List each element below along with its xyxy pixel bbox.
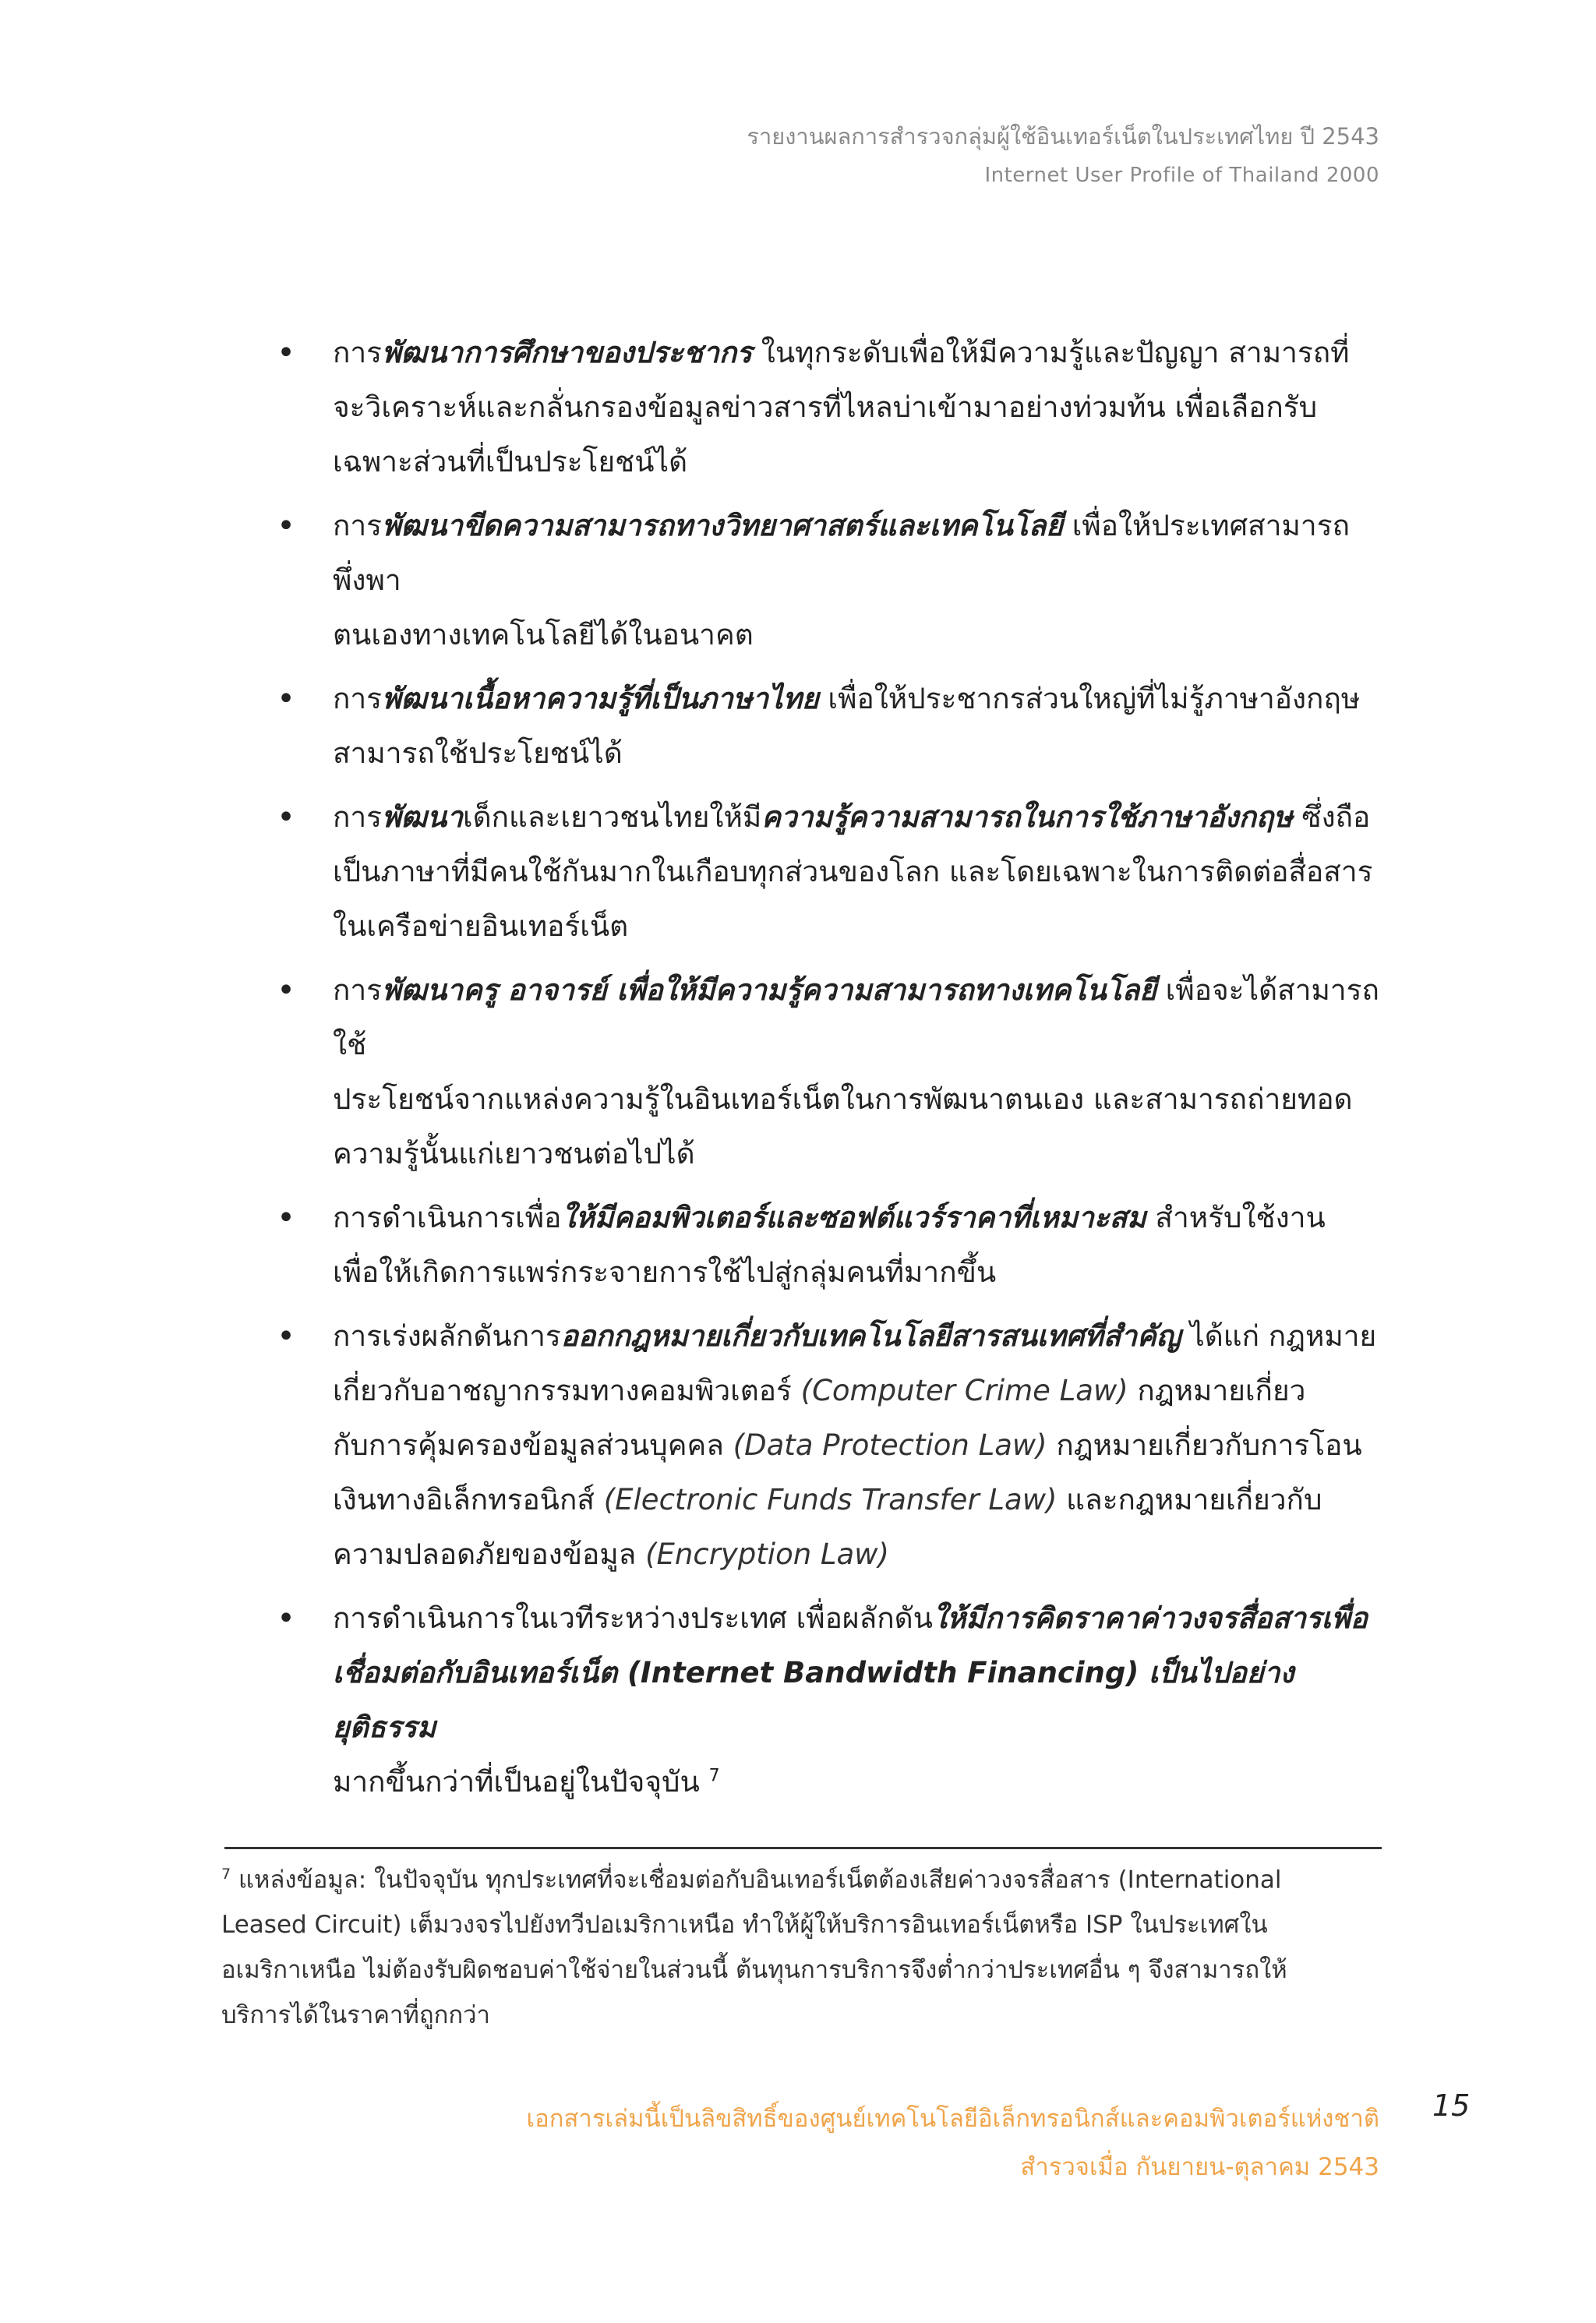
bullet-line (333, 963, 1393, 1072)
footer-copyright: เอกสารเล่มนี้เป็นลิขสิทธิ์ของศูนย์เทคโนโลยีอิเล็กทรอนิกส์และคอมพิวเตอร์แห่งชาติ (526, 2105, 1379, 2133)
footnote-divider (224, 1847, 1382, 1849)
body-text: การ (333, 800, 383, 834)
bullet-line (333, 672, 1393, 726)
bullet-line (333, 1473, 1393, 1527)
english-term: (Electronic Funds Transfer Law) (603, 1483, 1058, 1516)
bullet-line (333, 790, 1393, 845)
body-text: สามารถใช้ประโยชน์ได้ (333, 736, 623, 770)
emphasis-text: ความรู้ความสามารถในการใช้ภาษาอังกฤษ (761, 800, 1293, 834)
bullet-line (333, 1127, 1393, 1181)
bullet-item (274, 790, 1393, 954)
body-text: จะวิเคราะห์และกลั่นกรองข้อมูลข่าวสารที่ไหลบ่าเข้ามาอย่างท่วมท้น เพื่อเลือกรับ (333, 390, 1318, 424)
bullet-item (274, 1191, 1393, 1300)
bullet-list (274, 326, 1393, 1819)
body-text: ประโยชน์จากแหล่งความรู้ในอินเทอร์เน็ตในการพัฒนาตนเอง และสามารถถ่ายทอด (333, 1082, 1353, 1116)
body-text: เพื่อให้เกิดการแพร่กระจายการใช้ไปสู่กลุ่มคนที่มากขึ้น (333, 1255, 997, 1289)
bullet-line (333, 1364, 1393, 1418)
bullet-dot-icon: • (277, 681, 295, 717)
english-term: (Encryption Law) (645, 1537, 889, 1571)
body-text: เพื่อจะได้สามารถใช้ (333, 973, 1379, 1061)
bullet-line (333, 1591, 1393, 1646)
body-text: มากขึ้นกว่าที่เป็นอยู่ในปัจจุบัน (333, 1765, 709, 1799)
bullet-dot-icon: • (277, 973, 295, 1008)
bullet-dot-icon: • (277, 1601, 295, 1636)
bullet-item (274, 326, 1393, 489)
bullet-line (333, 435, 1393, 489)
body-text: ความปลอดภัยของข้อมูล (333, 1537, 646, 1571)
emphasis-text: พัฒนาเนื้อหาความรู้ที่เป็นภาษาไทย (382, 682, 819, 715)
bullet-line (333, 499, 1393, 608)
body-text: เงินทางอิเล็กทรอนิกส์ (333, 1483, 604, 1516)
bullet-item (274, 672, 1393, 781)
body-text: ในเครือข่ายอินเทอร์เน็ต (333, 909, 629, 943)
body-text: กับการคุ้มครองข้อมูลส่วนบุคคล (333, 1428, 733, 1462)
bullet-dot-icon: • (277, 508, 295, 544)
bullet-line (333, 1646, 1393, 1755)
emphasis-text: พัฒนา (382, 800, 463, 834)
header-thai-title: รายงานผลการสำรวจกลุ่มผู้ใช้อินเทอร์เน็ตในประเทศไทย ปี 2543 (747, 123, 1379, 150)
footnote-ref: 7 (708, 1766, 720, 1786)
bullet-line (333, 326, 1393, 380)
footnote-mark: 7 (221, 1866, 231, 1883)
body-text: กฎหมายเกี่ยวกับการโอน (1047, 1428, 1362, 1462)
body-text: การ (333, 682, 383, 715)
footnote-line: แหล่งข้อมูล: ในปัจจุบัน ทุกประเทศที่จะเชื่อมต่อกับอินเทอร์เน็ตต้องเสียค่าวงจรสื่อสาร (International (231, 1866, 1282, 1894)
body-text: เฉพาะส่วนที่เป็นประโยชน์ได้ (333, 445, 688, 478)
bullet-line (333, 1418, 1393, 1473)
english-term: (Computer Crime Law) (800, 1374, 1128, 1407)
emphasis-text: เชื่อมต่อกับอินเทอร์เน็ต (Internet Bandwidth Financing) เป็นไปอย่างยุติธรรม (333, 1656, 1294, 1744)
body-text: เป็นภาษาที่มีคนใช้กันมากในเกือบทุกส่วนของโลก และโดยเฉพาะในการติดต่อสื่อสาร (333, 855, 1373, 888)
body-text: การเร่งผลักดันการ (333, 1319, 561, 1353)
body-text: สำหรับใช้งาน (1146, 1201, 1326, 1234)
bullet-line (333, 845, 1393, 899)
footer-survey-date: สำรวจเมื่อ กันยายน-ตุลาคม 2543 (1020, 2153, 1379, 2181)
bullet-line (333, 1527, 1393, 1582)
body-text: ตนเองทางเทคโนโลยีได้ในอนาคต (333, 618, 754, 651)
body-text: การ (333, 336, 383, 369)
bullet-item (274, 1309, 1393, 1582)
bullet-line (333, 1191, 1393, 1245)
bullet-item (274, 963, 1393, 1181)
page-footer (527, 2095, 1379, 2191)
body-text: เพื่อให้ประเทศสามารถพึ่งพา (333, 509, 1350, 597)
bullet-line (333, 1309, 1393, 1364)
body-text: ความรู้นั้นแก่เยาวชนต่อไปได้ (333, 1137, 695, 1170)
bullet-dot-icon: • (277, 1319, 295, 1354)
bullet-line (333, 608, 1393, 662)
page-number: 15 (1432, 2088, 1471, 2123)
header-english-title: Internet User Profile of Thailand 2000 (984, 164, 1379, 187)
body-text: การดำเนินการเพื่อ (333, 1201, 562, 1234)
body-text: และกฎหมายเกี่ยวกับ (1057, 1483, 1322, 1516)
bullet-item (274, 499, 1393, 662)
english-term: (Data Protection Law) (733, 1428, 1047, 1462)
emphasis-text: ออกกฎหมายเกี่ยวกับเทคโนโลยีสารสนเทศที่สำคัญ (560, 1319, 1181, 1353)
body-text: การดำเนินการในเวทีระหว่างประเทศ เพื่อผลักดัน (333, 1601, 933, 1635)
footnote (221, 1852, 1384, 2038)
bullet-item (274, 1591, 1393, 1809)
bullet-line (333, 726, 1393, 781)
body-text: การ (333, 973, 383, 1007)
footnote-line: บริการได้ในราคาที่ถูกกว่า (221, 2001, 490, 2030)
body-text: ได้แก่ กฎหมาย (1181, 1319, 1377, 1353)
body-text: การ (333, 509, 383, 542)
body-text: เด็กและเยาวชนไทยให้มี (462, 800, 762, 834)
footnote-line: Leased Circuit) เต็มวงจรไปยังทวีปอเมริกาเหนือ ทำให้ผู้ให้บริการอินเทอร์เน็ตหรือ ISP ในประเทศใน (221, 1911, 1268, 1940)
bullet-line (333, 1072, 1393, 1127)
footnote-line: อเมริกาเหนือ ไม่ต้องรับผิดชอบค่าใช้จ่ายในส่วนนี้ ต้นทุนการบริการจึงต่ำกว่าประเทศอื่น ๆ จึงสามารถให้ (221, 1956, 1287, 1985)
bullet-dot-icon: • (277, 1200, 295, 1236)
bullet-line (333, 380, 1393, 435)
bullet-dot-icon: • (277, 800, 295, 835)
body-text: เกี่ยวกับอาชญากรรมทางคอมพิวเตอร์ (333, 1374, 801, 1407)
emphasis-text: พัฒนาขีดความสามารถทางวิทยาศาสตร์และเทคโนโลยี (382, 509, 1063, 542)
bullet-line (333, 1755, 1393, 1809)
running-header (747, 117, 1379, 195)
emphasis-text: พัฒนาการศึกษาของประชากร (382, 336, 753, 369)
body-text: ซึ่งถือ (1292, 800, 1371, 834)
bullet-dot-icon: • (277, 335, 295, 371)
body-text: เพื่อให้ประชากรส่วนใหญ่ที่ไม่รู้ภาษาอังกฤษ (818, 682, 1361, 715)
bullet-line (333, 1245, 1393, 1300)
emphasis-text: พัฒนาครู อาจารย์ เพื่อให้มีความรู้ความสามารถทางเทคโนโลยี (382, 973, 1156, 1007)
bullet-line (333, 899, 1393, 954)
body-text: ในทุกระดับเพื่อให้มีความรู้และปัญญา สามารถที่ (752, 336, 1350, 369)
emphasis-text: ให้มีการคิดราคาค่าวงจรสื่อสารเพื่อ (932, 1601, 1368, 1635)
body-text: กฎหมายเกี่ยว (1128, 1374, 1306, 1407)
emphasis-text: ให้มีคอมพิวเตอร์และซอฟต์แวร์ราคาที่เหมาะสม (561, 1201, 1146, 1234)
